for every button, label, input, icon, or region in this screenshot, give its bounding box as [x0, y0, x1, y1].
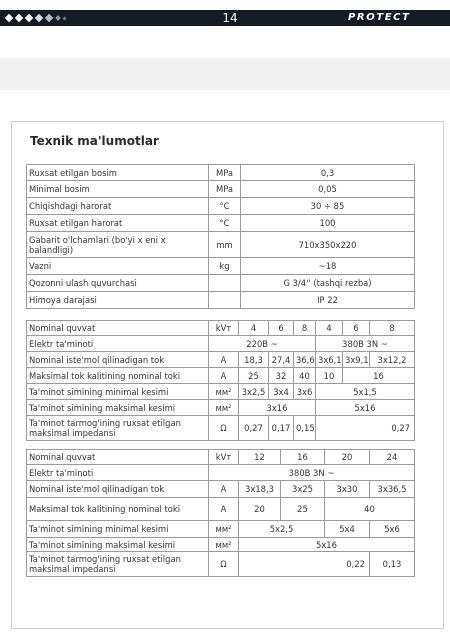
row-label: Qozonni ulash quvurchasi: [27, 275, 209, 292]
table-row: [27, 198, 415, 215]
table-row: [27, 538, 415, 552]
cell-value: 20: [325, 450, 370, 465]
cell-value: 18,3: [239, 352, 269, 368]
cell-value: 3x6: [294, 384, 316, 400]
table-row: [27, 465, 415, 481]
cell-value: 5x1,5: [316, 384, 415, 400]
decorative-band: [0, 58, 450, 90]
table-row: [27, 321, 415, 336]
cell-value: 12: [239, 450, 281, 465]
row-value: ~18: [241, 258, 415, 275]
row-value: 100: [241, 215, 415, 232]
table-row: [27, 292, 415, 309]
header-bar: [0, 10, 450, 26]
cell-value: 5x6: [370, 521, 415, 538]
row-label: Ta'minot simining minimal kesimi: [27, 384, 209, 400]
cell-value: 4: [239, 321, 269, 336]
row-value: 0,3: [241, 165, 415, 181]
table-row: [27, 215, 415, 232]
cell-value: 24: [370, 450, 415, 465]
row-label: Elektr ta'minoti: [27, 465, 209, 481]
table-row: [27, 416, 415, 441]
table-row: [27, 521, 415, 538]
cell-value: 16: [343, 368, 415, 384]
row-label: Vazni: [27, 258, 209, 275]
cell-value: 3x36,5: [370, 481, 415, 498]
cell-value: 5x2,5: [239, 521, 325, 538]
cell-value: 36,6: [294, 352, 316, 368]
table-row: [27, 400, 415, 416]
cell-value: 3x25: [281, 481, 325, 498]
cell-value: 3x30: [325, 481, 370, 498]
cell-value: 25: [281, 498, 325, 521]
cell-value: 5x16: [239, 538, 415, 552]
cell-value: 380В 3N ~: [209, 465, 415, 481]
cell-value: 16: [281, 450, 325, 465]
row-unit: мм²: [209, 400, 239, 416]
cell-value: 6: [269, 321, 294, 336]
row-unit: kVт: [209, 321, 239, 336]
row-unit: °C: [209, 215, 241, 232]
row-unit: [209, 292, 241, 309]
cell-value: 3x2,5: [239, 384, 269, 400]
general-specs-table: [26, 164, 415, 309]
row-label: Gabarit o'lchamlari (bo'yi x eni x balandligi): [27, 232, 209, 258]
row-unit: mm: [209, 232, 241, 258]
cell-value: 3x18,3: [239, 481, 281, 498]
row-label: Ta'minot simining minimal kesimi: [27, 521, 209, 538]
cell-value: 5x4: [325, 521, 370, 538]
row-label: Minimal bosim: [27, 181, 209, 198]
cell-value: 40: [294, 368, 316, 384]
table-row: [27, 450, 415, 465]
row-label: Nominal iste'mol qilinadigan tok: [27, 352, 209, 368]
table-row: [27, 258, 415, 275]
cell-value: 40: [325, 498, 415, 521]
cell-value: 5x16: [316, 400, 415, 416]
row-unit: A: [209, 352, 239, 368]
cell-value: 3x4: [269, 384, 294, 400]
row-value: 0,05: [241, 181, 415, 198]
cell-value: 0,15: [294, 416, 316, 441]
row-label: Ruxsat etilgan bosim: [27, 165, 209, 181]
electrical-specs-table-small: [26, 320, 415, 441]
cell-value: 220В ~: [209, 336, 316, 352]
row-unit: мм²: [209, 521, 239, 538]
row-unit: kVт: [209, 450, 239, 465]
cell-value: 0,22: [239, 552, 370, 577]
cell-value: 20: [239, 498, 281, 521]
section-title: Texnik ma'lumotlar: [30, 134, 159, 148]
electrical-specs-table-large: [26, 449, 415, 577]
row-unit: MPa: [209, 165, 241, 181]
row-unit: [209, 275, 241, 292]
row-unit: MPa: [209, 181, 241, 198]
cell-value: 0,27: [239, 416, 269, 441]
cell-value: 25: [239, 368, 269, 384]
cell-value: 3x12,2: [370, 352, 415, 368]
table-row: [27, 336, 415, 352]
row-unit: мм²: [209, 538, 239, 552]
brand-logo-icon: [4, 11, 70, 25]
row-value: G 3/4'' (tashqi rezba): [241, 275, 415, 292]
row-label: Maksimal tok kalitining nominal toki: [27, 498, 209, 521]
row-unit: A: [209, 481, 239, 498]
row-unit: °C: [209, 198, 241, 215]
cell-value: 3x6,1: [316, 352, 343, 368]
cell-value: 0,27: [316, 416, 415, 441]
cell-value: 0,17: [269, 416, 294, 441]
cell-value: 8: [294, 321, 316, 336]
table-row: [27, 275, 415, 292]
row-label: Ta'minot tarmog'ining ruxsat etilgan maksimal impedansi: [27, 416, 209, 441]
row-label: Nominal quvvat: [27, 321, 209, 336]
table-row: [27, 165, 415, 181]
table-row: [27, 498, 415, 521]
row-unit: Ω: [209, 416, 239, 441]
row-label: Maksimal tok kalitining nominal toki: [27, 368, 209, 384]
cell-value: 380В 3N ~: [316, 336, 415, 352]
table-row: [27, 384, 415, 400]
table-row: [27, 232, 415, 258]
table-row: [27, 352, 415, 368]
table-row: [27, 181, 415, 198]
cell-value: 32: [269, 368, 294, 384]
brand-wordmark: PROTECT: [348, 12, 411, 23]
row-label: Ta'minot simining maksimal kesimi: [27, 400, 209, 416]
row-unit: A: [209, 368, 239, 384]
row-unit: Ω: [209, 552, 239, 577]
row-label: Ta'minot tarmog'ining ruxsat etilgan maksimal impedansi: [27, 552, 209, 577]
cell-value: 27,4: [269, 352, 294, 368]
row-unit: kg: [209, 258, 241, 275]
row-label: Himoya darajasi: [27, 292, 209, 309]
cell-value: 8: [370, 321, 415, 336]
row-unit: мм²: [209, 384, 239, 400]
cell-value: 6: [343, 321, 370, 336]
row-value: 30 ÷ 85: [241, 198, 415, 215]
table-row: [27, 368, 415, 384]
row-value: 710x350x220: [241, 232, 415, 258]
cell-value: 3x16: [239, 400, 316, 416]
cell-value: 10: [316, 368, 343, 384]
table-row: [27, 481, 415, 498]
row-label: Ta'minot simining maksimal kesimi: [27, 538, 209, 552]
row-value: IP 22: [241, 292, 415, 309]
row-label: Elektr ta'minoti: [27, 336, 209, 352]
table-row: [27, 552, 415, 577]
page-number: 14: [222, 11, 238, 25]
cell-value: 3x9,1: [343, 352, 370, 368]
row-label: Ruxsat etilgan harorat: [27, 215, 209, 232]
cell-value: 0,13: [370, 552, 415, 577]
row-label: Nominal iste'mol qilinadigan tok: [27, 481, 209, 498]
row-unit: A: [209, 498, 239, 521]
row-label: Nominal quvvat: [27, 450, 209, 465]
row-label: Chiqishdagi harorat: [27, 198, 209, 215]
cell-value: 4: [316, 321, 343, 336]
